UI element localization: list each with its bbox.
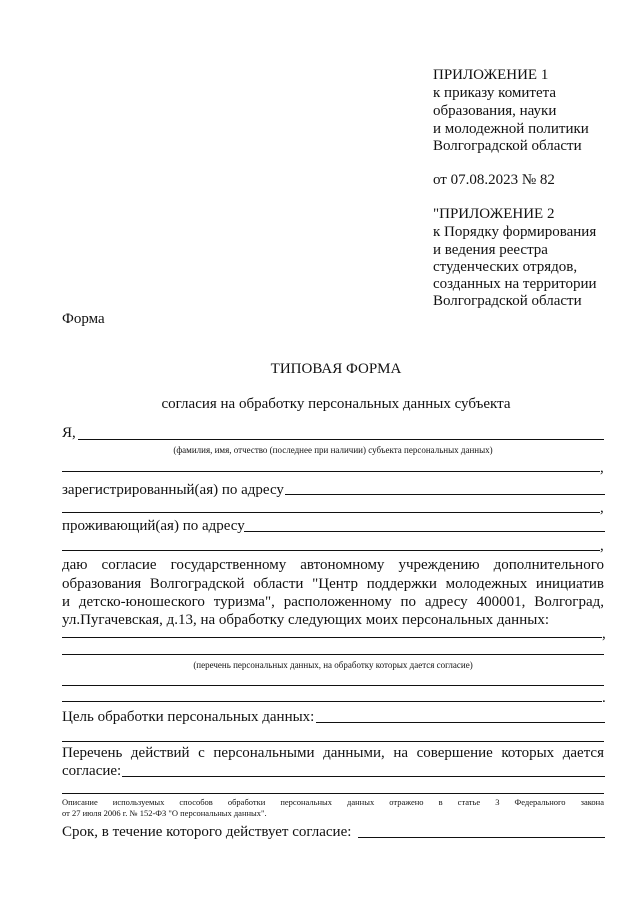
consent-text-line: даю согласие государственному автономному учреждению дополнительного [62,557,604,573]
personal-data-list-field-2[interactable] [62,654,604,655]
consent-text-line: и детско-юношеского туризма", расположенному по адресу 400001, Волгоград, [62,594,604,610]
registered-address-field[interactable] [285,494,605,495]
appendix-1-line: и молодежной политики [433,121,589,137]
appendix-1-line: Волгоградской области [433,138,582,154]
personal-data-list-field-4[interactable] [62,701,602,702]
appendix-1-title: ПРИЛОЖЕНИЕ 1 [433,67,549,83]
purpose-label: Цель обработки персональных данных: [62,709,315,725]
appendix-2-line: и ведения реестра [433,242,548,258]
purpose-field-2[interactable] [62,741,604,742]
fio-continued-field[interactable] [62,471,600,472]
appendix-2-line: к Порядку формирования [433,224,597,240]
description-note-line: от 27 июля 2006 г. № 152-ФЗ "О персональных данных". [62,808,267,818]
fio-hint: (фамилия, имя, отчество (последнее при наличии) субъекта персональных данных) [173,445,493,455]
appendix-2-line: студенческих отрядов, [433,259,578,275]
ya-label: Я, [62,425,76,441]
comma: . [602,690,606,706]
purpose-field[interactable] [316,722,605,723]
comma: , [600,460,604,476]
order-reference: от 07.08.2023 № 82 [433,172,555,188]
appendix-2-line: созданных на территории [433,276,597,292]
comma: , [600,538,604,554]
appendix-2-title: "ПРИЛОЖЕНИЕ 2 [433,206,555,222]
comma: , [602,626,606,642]
description-note-line: Описание используемых способов обработки персональных данных отражено в статье 3 Федерального закона [62,797,604,807]
registered-label: зарегистрированный(ая) по адресу [62,482,284,498]
actions-text-line: Перечень действий с персональными данными, на совершение которых дается [62,745,604,761]
appendix-1-line: к приказу комитета [433,85,557,101]
document-subtitle: согласия на обработку персональных данных субъекта [161,396,511,412]
living-address-field[interactable] [244,531,605,532]
term-field[interactable] [358,837,605,838]
consent-text-line: ул.Пугачевская, д.13, на обработку следующих моих персональных данных: [62,612,549,628]
comma: , [600,500,604,516]
document-title: ТИПОВАЯ ФОРМА [270,361,402,377]
personal-data-list-field[interactable] [62,637,602,638]
form-label: Форма [62,311,105,327]
living-label: проживающий(ая) по адресу [62,518,245,534]
registered-address-field-2[interactable] [62,512,600,513]
actions-field[interactable] [122,776,605,777]
appendix-1-line: образования, науки [433,103,557,119]
consent-text-line: образования Волгоградской области "Центр поддержки молодежных инициатив [62,576,604,592]
living-address-field-2[interactable] [62,550,600,551]
actions-field-2[interactable] [62,793,604,794]
actions-text-line: согласие: [62,763,122,779]
term-label: Срок, в течение которого действует согласие: [62,824,352,840]
fio-field[interactable] [78,439,604,440]
personal-data-list-field-3[interactable] [62,685,604,686]
list-hint: (перечень персональных данных, на обработку которых дается согласие) [193,660,473,670]
appendix-2-line: Волгоградской области [433,293,582,309]
